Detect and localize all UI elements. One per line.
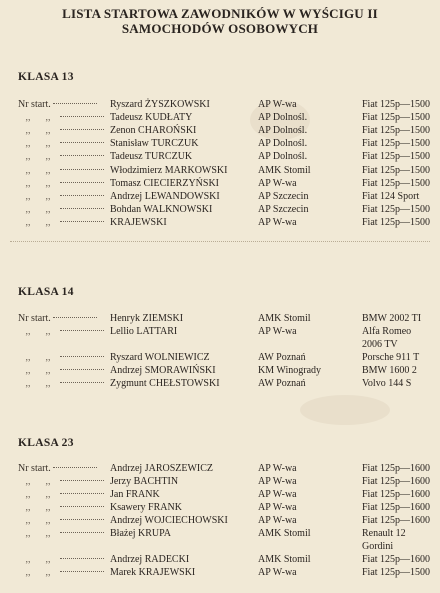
- driver-name: Andrzej JAROSZEWICZ: [110, 463, 214, 474]
- car-model: Fiat 125p—1500: [362, 203, 431, 215]
- ditto-mark: ,,: [45, 177, 51, 189]
- car-model: Fiat 125p—1600: [362, 463, 431, 474]
- start-number-label: [18, 312, 102, 325]
- club-name: AP W-wa: [258, 326, 297, 337]
- club-name: AP Szczecin: [258, 190, 309, 202]
- driver-name: KRAJEWSKI: [110, 216, 167, 228]
- club-name: AW Poznań: [258, 352, 306, 363]
- start-number-label: [18, 111, 102, 124]
- ditto-mark: ,,: [45, 112, 51, 124]
- driver-name: Andrzej RADECKI: [110, 554, 190, 565]
- car-model: Porsche 911 T: [362, 352, 420, 363]
- car-model: Fiat 125p—1500: [362, 567, 431, 578]
- car-model: BMW 1600 2: [362, 365, 417, 376]
- car-model: Fiat 125p—1600: [362, 515, 431, 526]
- car-model: Fiat 125p—1500: [362, 99, 431, 110]
- club-name: AP W-wa: [258, 515, 297, 526]
- car-model: Fiat 125p—1500: [362, 138, 431, 150]
- ditto-mark: ,,: [25, 365, 31, 376]
- start-number-label: [18, 566, 102, 579]
- ditto-mark: ,,: [45, 378, 51, 389]
- entry-row: [0, 111, 440, 124]
- ditto-mark: ,,: [45, 216, 51, 228]
- start-number-label: [18, 364, 102, 377]
- ditto-mark: ,,: [25, 203, 31, 215]
- club-name: AP W-wa: [258, 99, 297, 110]
- entry-row: [0, 312, 440, 325]
- driver-name: Jan FRANK: [110, 489, 160, 500]
- ditto-mark: ,,: [25, 352, 31, 363]
- driver-name: Błażej KRUPA: [110, 528, 172, 539]
- start-number-label: [18, 325, 102, 338]
- dotted-leader: [60, 182, 104, 183]
- club-name: AP W-wa: [258, 567, 297, 578]
- club-name: KM Winogrady: [258, 365, 322, 376]
- ditto-mark: ,,: [45, 515, 51, 526]
- car-model: Fiat 125p—1500: [362, 151, 431, 163]
- entry-row: [0, 364, 440, 377]
- entry-row: [0, 514, 440, 527]
- title-line-2: SAMOCHODÓW OSOBOWYCH: [121, 21, 319, 36]
- car-model: Fiat 125p—1500: [362, 177, 431, 189]
- car-model: Fiat 125p—1500: [362, 216, 431, 228]
- title-line-1: LISTA STARTOWA ZAWODNIKÓW W WYŚCIGU II: [62, 6, 378, 21]
- ditto-mark: ,,: [25, 567, 31, 578]
- car-model: Renault 12: [362, 528, 406, 539]
- driver-name: Ryszard WOLNIEWICZ: [110, 352, 210, 363]
- paper-stain: [300, 395, 390, 425]
- car-model: Volvo 144 S: [362, 378, 412, 389]
- start-number-label: [18, 501, 102, 514]
- section-heading-klasa-14: KLASA 14: [18, 286, 74, 298]
- club-name: AP Dolnośl.: [258, 112, 308, 124]
- car-model: Fiat 125p—1500: [362, 125, 431, 137]
- club-name: AP W-wa: [258, 463, 297, 474]
- driver-name: Lellio LATTARI: [110, 326, 178, 337]
- club-name: AP Szczecin: [258, 203, 309, 215]
- car-model: Fiat 125p—1600: [362, 489, 431, 500]
- driver-name: Zygmunt CHEŁSTOWSKI: [110, 378, 220, 389]
- driver-name: Andrzej SMORAWIŃSKI: [110, 365, 216, 376]
- driver-name: Henryk ZIEMSKI: [110, 313, 184, 324]
- club-name: AW Poznań: [258, 378, 306, 389]
- entry-row: [0, 150, 440, 163]
- ditto-mark: ,,: [25, 476, 31, 487]
- section-heading-klasa-13: KLASA 13: [18, 71, 74, 83]
- entry-row: [0, 203, 440, 216]
- entry-row: [0, 164, 440, 177]
- dotted-leader: [60, 116, 104, 117]
- start-number-label: [18, 514, 102, 527]
- ditto-mark: ,,: [25, 151, 31, 163]
- ditto-mark: ,,: [25, 164, 31, 176]
- driver-name: Jerzy BACHTIN: [110, 476, 179, 487]
- start-number-label: [18, 553, 102, 566]
- driver-name: Stanisław TURCZUK: [110, 138, 199, 150]
- ditto-mark: ,,: [45, 125, 51, 137]
- dotted-leader: [60, 142, 104, 143]
- dotted-leader: [60, 169, 104, 170]
- entry-row: [0, 137, 440, 150]
- entry-row: [0, 177, 440, 190]
- dotted-leader: [60, 221, 104, 222]
- dotted-leader: [60, 480, 104, 481]
- dotted-leader: [60, 558, 104, 559]
- entry-row: [0, 566, 440, 579]
- dotted-leader: [60, 129, 104, 130]
- car-model: Alfa Romeo: [362, 326, 412, 337]
- start-number-label: [18, 203, 102, 216]
- car-model: Fiat 125p—1600: [362, 476, 431, 487]
- nr-start-text: Nr start.: [18, 313, 51, 324]
- dotted-leader: [60, 519, 104, 520]
- ditto-mark: ,,: [25, 515, 31, 526]
- dotted-leader: [60, 155, 104, 156]
- car-model-line-2: 2006 TV: [362, 339, 398, 350]
- driver-name: Ksawery FRANK: [110, 502, 182, 513]
- ditto-mark: ,,: [45, 476, 51, 487]
- dotted-leader: [60, 493, 104, 494]
- start-number-label: [18, 177, 102, 190]
- document-title: [0, 6, 440, 36]
- ditto-mark: ,,: [25, 378, 31, 389]
- dotted-leader: [53, 103, 97, 104]
- dotted-leader: [53, 317, 97, 318]
- start-number-label: [18, 124, 102, 137]
- ditto-mark: ,,: [25, 190, 31, 202]
- club-name: AP W-wa: [258, 502, 297, 513]
- driver-name: Marek KRAJEWSKI: [110, 567, 196, 578]
- ditto-mark: ,,: [25, 125, 31, 137]
- club-name: AMK Stomil: [258, 554, 311, 565]
- entry-row: [0, 124, 440, 137]
- dotted-leader: [60, 330, 104, 331]
- ditto-mark: ,,: [45, 203, 51, 215]
- driver-name: Tadeusz KUDŁATY: [110, 112, 193, 124]
- entry-row: [0, 475, 440, 488]
- ditto-mark: ,,: [25, 489, 31, 500]
- driver-name: Tadeusz TURCZUK: [110, 151, 193, 163]
- club-name: AP Dolnośl.: [258, 125, 308, 137]
- start-number-label: [18, 462, 102, 475]
- car-model: Fiat 125p—1600: [362, 502, 431, 513]
- club-name: AP W-wa: [258, 216, 297, 228]
- entry-row: [0, 351, 440, 364]
- dotted-leader: [53, 467, 97, 468]
- ditto-mark: ,,: [25, 177, 31, 189]
- ditto-mark: ,,: [45, 352, 51, 363]
- club-name: AMK Stomil: [258, 528, 311, 539]
- ditto-mark: ,,: [45, 554, 51, 565]
- start-number-label: [18, 137, 102, 150]
- ditto-mark: ,,: [45, 190, 51, 202]
- ditto-mark: ,,: [25, 138, 31, 150]
- section-divider: [10, 241, 430, 242]
- entry-row: [0, 98, 440, 111]
- dotted-leader: [60, 195, 104, 196]
- entry-row: [0, 377, 440, 390]
- car-model: BMW 2002 TI: [362, 313, 422, 324]
- ditto-mark: ,,: [25, 216, 31, 228]
- ditto-mark: ,,: [25, 528, 31, 539]
- ditto-mark: ,,: [25, 554, 31, 565]
- ditto-mark: ,,: [45, 326, 51, 337]
- ditto-mark: ,,: [45, 528, 51, 539]
- dotted-leader: [60, 208, 104, 209]
- start-number-label: [18, 164, 102, 177]
- nr-start-text: Nr start.: [18, 463, 51, 474]
- entry-row: [0, 488, 440, 501]
- start-number-label: [18, 488, 102, 501]
- start-number-label: [18, 190, 102, 203]
- dotted-leader: [60, 506, 104, 507]
- ditto-mark: ,,: [45, 502, 51, 513]
- ditto-mark: ,,: [25, 326, 31, 337]
- entry-row: [0, 216, 440, 229]
- start-number-label: [18, 351, 102, 364]
- dotted-leader: [60, 382, 104, 383]
- car-model: Fiat 125p—1600: [362, 554, 431, 565]
- dotted-leader: [60, 532, 104, 533]
- driver-name: Tomasz CIECIERZYŃSKI: [110, 177, 220, 189]
- ditto-mark: ,,: [45, 489, 51, 500]
- club-name: AP W-wa: [258, 177, 297, 189]
- club-name: AP Dolnośl.: [258, 151, 308, 163]
- entry-row: [0, 462, 440, 475]
- start-number-label: [18, 527, 102, 540]
- car-model: Fiat 124 Sport: [362, 190, 420, 202]
- entry-row: [0, 501, 440, 514]
- club-name: AP W-wa: [258, 476, 297, 487]
- section-heading-klasa-23: KLASA 23: [18, 437, 74, 449]
- start-number-label: [18, 150, 102, 163]
- start-number-label: [18, 216, 102, 229]
- entry-row: [0, 553, 440, 566]
- entry-row: [0, 527, 440, 540]
- ditto-mark: ,,: [45, 151, 51, 163]
- driver-name: Ryszard ŻYSZKOWSKI: [110, 99, 210, 110]
- dotted-leader: [60, 571, 104, 572]
- ditto-mark: ,,: [45, 365, 51, 376]
- driver-name: Włodzimierz MARKOWSKI: [110, 164, 228, 176]
- ditto-mark: ,,: [25, 502, 31, 513]
- dotted-leader: [60, 369, 104, 370]
- ditto-mark: ,,: [45, 138, 51, 150]
- car-model: Fiat 125p—1500: [362, 164, 431, 176]
- club-name: AMK Stomil: [258, 313, 311, 324]
- club-name: AP Dolnośl.: [258, 138, 308, 150]
- start-number-label: [18, 475, 102, 488]
- nr-start-text: Nr start.: [18, 99, 51, 110]
- club-name: AMK Stomil: [258, 164, 311, 176]
- entry-row: [0, 190, 440, 203]
- club-name: AP W-wa: [258, 489, 297, 500]
- ditto-mark: ,,: [25, 112, 31, 124]
- ditto-mark: ,,: [45, 567, 51, 578]
- start-number-label: [18, 98, 102, 111]
- driver-name: Bohdan WALKNOWSKI: [110, 203, 213, 215]
- dotted-leader: [60, 356, 104, 357]
- entry-row-continuation: [0, 540, 440, 553]
- ditto-mark: ,,: [45, 164, 51, 176]
- driver-name: Andrzej LEWANDOWSKI: [110, 190, 220, 202]
- driver-name: Zenon CHAROŃSKI: [110, 125, 197, 137]
- entry-row-continuation: [0, 338, 440, 351]
- entry-row: [0, 325, 440, 338]
- driver-name: Andrzej WOJCIECHOWSKI: [110, 515, 228, 526]
- car-model: Fiat 125p—1500: [362, 112, 431, 124]
- car-model-line-2: Gordini: [362, 541, 394, 552]
- start-number-label: [18, 377, 102, 390]
